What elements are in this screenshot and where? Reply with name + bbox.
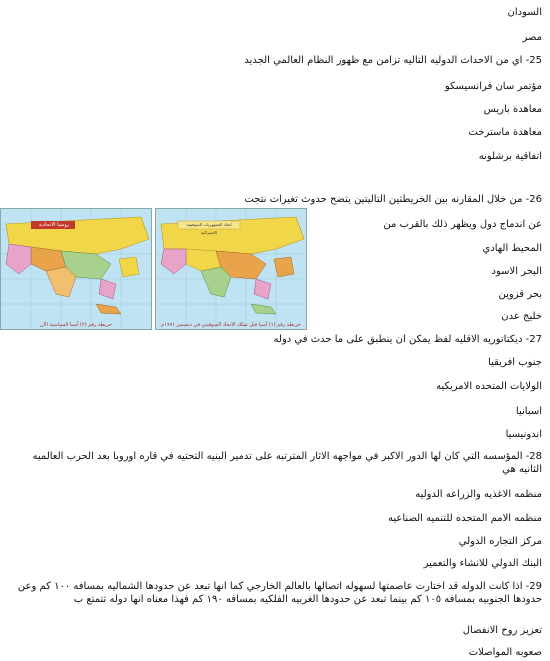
q28-option-d: البنك الدولي للانشاء والتعمير xyxy=(423,558,542,569)
question-25: 25- اي من الاحداث الدوليه التاليه تزامن مع ظهور النظام العالمي الجديد xyxy=(244,55,542,66)
q25-option-c: معاهدة ماسترخت xyxy=(468,127,542,138)
q26-option-d: خليج عدن xyxy=(501,311,542,322)
question-26: 26- من خلال المقارنه بين الخريطتين التاليتين يتضح حدوث تغيرات نتجت xyxy=(244,194,542,205)
option-sudan: السودان xyxy=(507,7,542,18)
map-asia-now-graphic xyxy=(1,209,151,329)
q27-option-d: اندونيسيا xyxy=(505,429,542,440)
q28-option-c: مركز التجاره الدولي xyxy=(458,536,542,547)
question-27: 27- ديكتاتوريه الاقليه لفظ يمكن ان ينطبق على ما حدث في دوله xyxy=(273,334,542,345)
map-left-caption: خريطة رقم (٢) آسيا السياسية الآن xyxy=(39,322,112,328)
q28-option-a: منظمه الاغذيه والزراعه الدوليه xyxy=(415,489,542,500)
q29-option-b: صعوبه المواصلات xyxy=(468,647,542,658)
option-egypt: مصر xyxy=(522,32,542,43)
q25-option-d: اتفاقية برشلونه xyxy=(478,151,542,162)
q26-option-c: بحر قزوين xyxy=(498,289,542,300)
q28-option-b: منظمه الامم المتحده للتنميه الصناعيه xyxy=(388,513,542,524)
q25-option-b: معاهدة باريس xyxy=(483,104,542,115)
question-28: 28- المؤسسه التي كان لها الدور الاكبر في مواجهه الاثار المترتبه على تدمير البنيه التحتيه في قاره اوروبا بعد الحرب العالميه الثانيه هي xyxy=(32,451,542,475)
map-right-caption: خريطة رقم (١) آسيا قبل تفكك الاتحاد السوفيتي في ديسمبر ١٩٩١م xyxy=(161,322,301,328)
q29-option-a: تعزيز روح الانفصال xyxy=(462,625,542,636)
q27-option-a: جنوب افريقيا xyxy=(488,357,542,368)
map-left-label: روسيا الاتحادية xyxy=(38,222,70,228)
question-26-continued: عن اندماج دول ويظهر ذلك بالقرب من xyxy=(383,219,542,230)
map-asia-before-1991 xyxy=(155,208,307,330)
q25-option-a: مؤتمر سان فرانسيسكو xyxy=(444,81,542,92)
question-29: 29- اذا كانت الدوله قد اختارت عاصمتها لسهوله اتصالها بالعالم الخارجي كما انها تبعد عن حدودها الشماليه بمسافه ١٠٠ كم وعن حدودها الجنوبيه بمسافه ١٠٥ كم بينما تبعد عن حدودها الغربيه الفلكيه بمسافه ١٩٠ كم فهذا معناه انها دوله تتمتع ب xyxy=(17,581,542,605)
q26-option-a: المحيط الهادي xyxy=(482,243,542,254)
map-right-label: اتحاد الجمهوريات السوفيتية الاشتراكية xyxy=(186,222,232,235)
q27-option-b: الولايات المتحده الامريكيه xyxy=(436,381,542,392)
q26-option-b: البحر الاسود xyxy=(491,266,542,277)
map-asia-now xyxy=(0,208,152,330)
q27-option-c: اسبانيا xyxy=(515,406,542,417)
